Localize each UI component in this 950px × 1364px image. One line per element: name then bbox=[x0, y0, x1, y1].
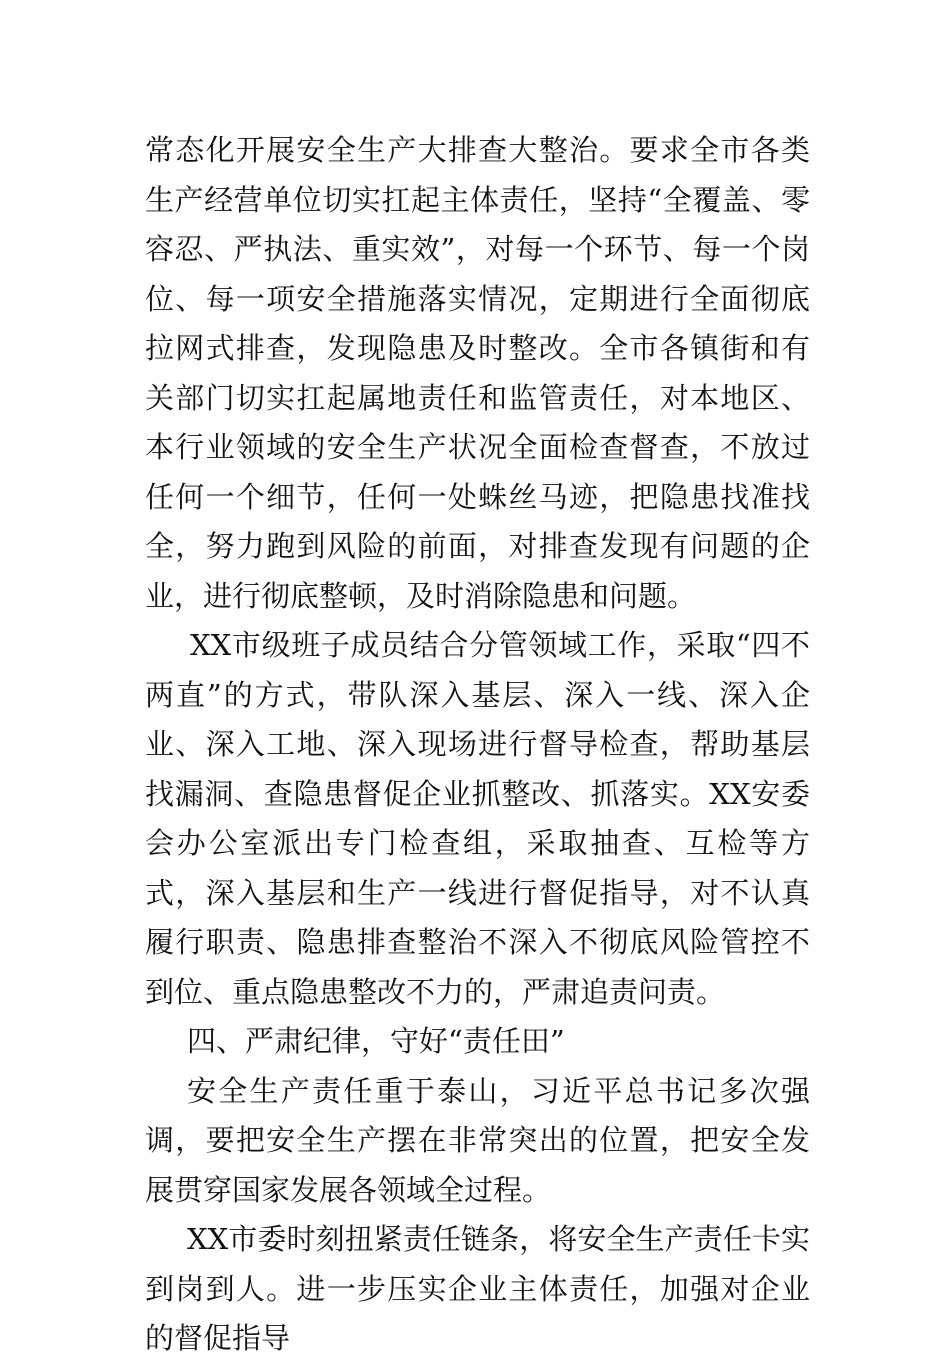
paragraph-1: 常态化开展安全生产大排查大整治。要求全市各类生产经营单位切实扛起主体责任，坚持“全覆盖、零容忍、严执法、重实效”，对每一个环节、每一个岗位、每一项安全措施落实情况，定期进行全面彻底拉网式排查，发现隐患及时整改。全市各镇街和有关部门切实扛起属地责任和监管责任，对本地区、本行业领域的安全生产状况全面检查督查，不放过任何一个细节，任何一处蛛丝马迹，把隐患找准找全，努力跑到风险的前面，对排查发现有问题的企业，进行彻底整顿，及时消除隐患和问题。 bbox=[145, 133, 810, 613]
paragraph-2: XX市级班子成员结合分管领域工作，采取“四不两直”的方式，带队深入基层、深入一线、深入企业、深入工地、深入现场进行督导检查，帮助基层找漏洞、查隐患督促企业抓整改、抓落实。XX安委会办公室派出专门检查组，采取抽查、互检等方式，深入基层和生产一线进行督促指导，对不认真履行职责、隐患排查整治不深入不彻底风险管控不到位、重点隐患整改不力的，严肃追责问责。 bbox=[145, 628, 810, 1009]
paragraph-4: XX市委时刻扭紧责任链条，将安全生产责任卡实到岗到人。进一步压实企业主体责任，加强对企业的督促指导 bbox=[145, 1222, 810, 1355]
section-heading: 四、严肃纪律，守好“责任田” bbox=[187, 1024, 565, 1058]
paragraph-3: 安全生产责任重于泰山，习近平总书记多次强调，要把安全生产摆在非常突出的位置，把安全发展贯穿国家发展各领域全过程。 bbox=[145, 1073, 810, 1207]
document-body bbox=[145, 126, 810, 1364]
